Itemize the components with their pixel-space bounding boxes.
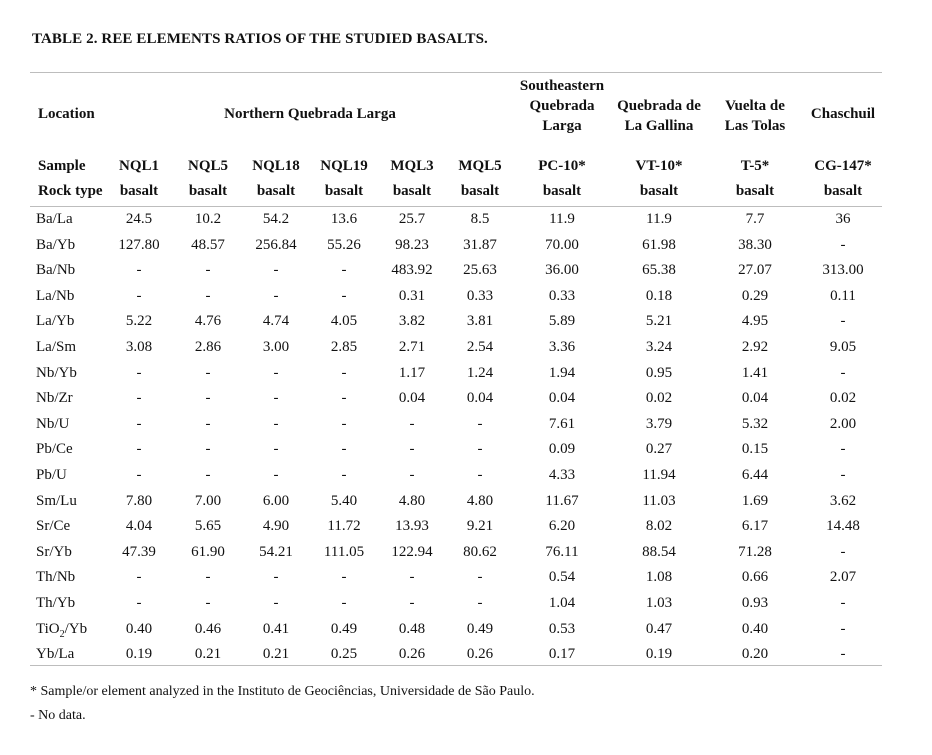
table-row [0, 362, 932, 388]
table-cell: 0.04 [741, 390, 769, 407]
table-cell: 127.80 [118, 236, 160, 253]
table-row [0, 208, 932, 234]
table-cell: 0.02 [829, 390, 857, 407]
rock-type: basalt [119, 183, 159, 199]
table-cell: 7.7 [745, 211, 765, 227]
table-cell: 0.26 [398, 646, 426, 663]
table-cell: 0.04 [548, 390, 576, 407]
ratio-label: Sm/Lu [36, 492, 77, 509]
table-cell: 3.08 [125, 338, 153, 355]
ratio-label: Nb/Yb [36, 364, 77, 381]
table-cell: - [205, 287, 211, 304]
table-cell: 0.17 [548, 646, 576, 663]
table-row [0, 541, 932, 567]
ratio-label: Pb/U [36, 466, 67, 483]
rock-type: basalt [735, 183, 775, 199]
table-cell: 0.33 [548, 287, 576, 304]
table-row [0, 592, 932, 618]
table-cell: 0.40 [741, 620, 769, 637]
table-cell: 1.41 [741, 364, 769, 381]
ratio-label: Nb/U [36, 415, 70, 432]
table-cell: 4.33 [548, 466, 576, 483]
table-cell: - [273, 287, 279, 304]
ratio-label: La/Yb [36, 313, 75, 330]
table-cell: - [136, 364, 142, 381]
rock-type: basalt [460, 183, 500, 199]
table-row [0, 515, 932, 541]
table-cell: 14.48 [826, 518, 860, 535]
rock-type: basalt [392, 183, 432, 199]
table-cell: 0.48 [398, 620, 426, 637]
table-cell: 483.92 [391, 262, 433, 279]
table-cell: 0.49 [466, 620, 494, 637]
chaschuil-label: Chaschuil [810, 106, 876, 122]
table-cell: - [840, 646, 846, 663]
sample-id: MQL5 [458, 158, 502, 174]
footnote-no-data: - No data. [30, 708, 86, 723]
table-cell: 1.94 [548, 364, 576, 381]
table-cell: 256.84 [255, 236, 297, 253]
table-cell: 0.31 [398, 287, 426, 304]
table-cell: 3.36 [548, 338, 576, 355]
table-cell: 6.17 [741, 518, 769, 535]
table-cell: 36.00 [545, 262, 579, 279]
table-cell: 2.85 [330, 338, 358, 355]
table-cell: - [341, 594, 347, 611]
table-cell: 3.79 [645, 415, 673, 432]
table-cell: - [477, 594, 483, 611]
header-rule [30, 206, 882, 207]
table-row [0, 387, 932, 413]
table-cell: 0.47 [645, 620, 673, 637]
ratio-label: Sr/Yb [36, 543, 72, 560]
table-cell: 0.02 [645, 390, 673, 407]
table-cell: - [341, 390, 347, 407]
table-cell: 6.44 [741, 466, 769, 483]
table-cell: 1.04 [548, 594, 576, 611]
table-cell: 76.11 [545, 543, 579, 560]
table-cell: - [840, 441, 846, 458]
table-cell: - [205, 390, 211, 407]
table-cell: 2.54 [466, 338, 494, 355]
table-cell: 9.05 [829, 338, 857, 355]
footnotes [30, 683, 535, 731]
table-cell: - [136, 415, 142, 432]
table-cell: 2.00 [829, 415, 857, 432]
table-cell: 8.02 [645, 518, 673, 535]
table-cell: 0.33 [466, 287, 494, 304]
table-cell: 313.00 [822, 262, 864, 279]
table-row [0, 413, 932, 439]
sample-id: NQL5 [187, 158, 229, 174]
table-cell: 55.26 [327, 236, 361, 253]
table-cell: 0.29 [741, 287, 769, 304]
table-cell: 0.66 [741, 569, 769, 586]
table-row [0, 259, 932, 285]
rock-type: basalt [256, 183, 296, 199]
table-cell: 0.20 [741, 646, 769, 663]
table-cell: - [273, 466, 279, 483]
table-cell: 8.5 [470, 211, 490, 227]
table-cell: 48.57 [191, 236, 225, 253]
table-row [0, 566, 932, 592]
table-cell: 13.93 [395, 518, 429, 535]
ratio-label: Nb/Zr [36, 390, 73, 407]
table-cell: - [477, 569, 483, 586]
table-cell: - [136, 569, 142, 586]
table-cell: 9.21 [466, 518, 494, 535]
table-row [0, 490, 932, 516]
ratio-label: TiO$_2$/Yb [36, 620, 88, 640]
table-cell: - [136, 390, 142, 407]
table-cell: - [409, 466, 415, 483]
table-cell: 1.69 [741, 492, 769, 509]
table-cell: - [840, 594, 846, 611]
table-cell: 11.72 [327, 518, 361, 535]
table-cell: 0.41 [262, 620, 290, 637]
ratio-label: Ba/La [36, 211, 73, 227]
ratio-label: Pb/Ce [36, 441, 73, 458]
table-cell: 7.80 [125, 492, 153, 509]
table-cell: 4.05 [330, 313, 358, 330]
ratio-label: Sr/Ce [36, 518, 71, 535]
table-cell: 5.21 [645, 313, 673, 330]
table-cell: 7.61 [548, 415, 576, 432]
table-cell: - [273, 594, 279, 611]
table-cell: 27.07 [738, 262, 772, 279]
table-cell: 11.94 [642, 466, 676, 483]
table-cell: 3.62 [829, 492, 857, 509]
table-cell: - [341, 466, 347, 483]
rock-type: basalt [823, 183, 863, 199]
table-cell: - [205, 364, 211, 381]
sample-id: PC-10* [538, 158, 586, 174]
table-cell: 3.82 [398, 313, 426, 330]
table-cell: 5.22 [125, 313, 153, 330]
table-cell: 0.19 [125, 646, 153, 663]
table-cell: 0.21 [262, 646, 290, 663]
table-cell: 25.7 [398, 211, 426, 227]
table-cell: 0.54 [548, 569, 576, 586]
table-cell: 11.9 [646, 211, 672, 227]
table-cell: 1.17 [398, 364, 426, 381]
table-cell: 1.03 [645, 594, 673, 611]
top-rule [30, 72, 882, 73]
table-cell: 2.07 [829, 569, 857, 586]
table-cell: 0.15 [741, 441, 769, 458]
table-cell: - [840, 313, 846, 330]
ratio-label: La/Nb [36, 287, 75, 304]
table-cell: - [840, 236, 846, 253]
rock-type: basalt [639, 183, 679, 199]
table-cell: 4.04 [125, 518, 153, 535]
table-cell: - [477, 466, 483, 483]
table-cell: 10.2 [194, 211, 222, 227]
table-cell: - [341, 287, 347, 304]
sample-id: NQL18 [252, 158, 300, 174]
table-cell: 1.24 [466, 364, 494, 381]
table-cell: 5.65 [194, 518, 222, 535]
table-cell: 7.00 [194, 492, 222, 509]
table-cell: 0.40 [125, 620, 153, 637]
table-cell: 38.30 [738, 236, 772, 253]
table-cell: 0.26 [466, 646, 494, 663]
table-cell: 4.80 [398, 492, 426, 509]
table-cell: - [840, 364, 846, 381]
rock-type: basalt [324, 183, 364, 199]
table-cell: 4.80 [466, 492, 494, 509]
table-cell: 0.04 [466, 390, 494, 407]
table-cell: - [341, 364, 347, 381]
table-cell: 24.5 [125, 211, 153, 227]
table-cell: 0.04 [398, 390, 426, 407]
table-cell: 80.62 [463, 543, 497, 560]
table-cell: 11.9 [549, 211, 575, 227]
table-cell: 111.05 [323, 543, 365, 560]
table-cell: 88.54 [642, 543, 676, 560]
table-row [0, 464, 932, 490]
table-cell: 0.93 [741, 594, 769, 611]
ratio-label: Th/Nb [36, 569, 76, 586]
table-cell: - [205, 594, 211, 611]
table-title: TABLE 2. REE ELEMENTS RATIOS OF THE STUDIED BASALTS. [32, 31, 488, 47]
table-cell: 0.49 [330, 620, 358, 637]
table-cell: 0.21 [194, 646, 222, 663]
table-cell: - [409, 594, 415, 611]
table-cell: - [273, 364, 279, 381]
table-cell: 1.08 [645, 569, 673, 586]
table-cell: 54.21 [259, 543, 293, 560]
gallina-label: Quebrada de La Gallina [617, 98, 701, 134]
table-cell: - [136, 466, 142, 483]
table-cell: 0.46 [194, 620, 222, 637]
table-cell: - [409, 415, 415, 432]
table-cell: 0.09 [548, 441, 576, 458]
table-cell: 0.95 [645, 364, 673, 381]
table-cell: 0.27 [645, 441, 673, 458]
table-cell: - [205, 569, 211, 586]
table-cell: 0.53 [548, 620, 576, 637]
ratio-label: La/Sm [36, 338, 76, 355]
table-cell: 61.98 [642, 236, 676, 253]
table-row [0, 618, 932, 644]
tolas-label: Vuelta de Las Tolas [724, 98, 786, 134]
table-cell: 6.20 [548, 518, 576, 535]
table-cell: 54.2 [262, 211, 290, 227]
table-cell: 5.89 [548, 313, 576, 330]
table-cell: 11.03 [642, 492, 676, 509]
sample-id: NQL19 [320, 158, 368, 174]
table-cell: - [205, 466, 211, 483]
sample-label: Sample [38, 158, 86, 174]
location-label: Location [38, 106, 95, 122]
table-cell: 71.28 [738, 543, 772, 560]
table-cell: 61.90 [191, 543, 225, 560]
table-cell: 3.24 [645, 338, 673, 355]
table-cell: - [409, 569, 415, 586]
table-cell: - [840, 543, 846, 560]
sample-id: MQL3 [390, 158, 434, 174]
table-cell: - [477, 415, 483, 432]
table-cell: - [341, 415, 347, 432]
table-cell: 65.38 [642, 262, 676, 279]
table-cell: - [136, 262, 142, 279]
sample-id: NQL1 [118, 158, 160, 174]
footnote-asterisk: * Sample/or element analyzed in the Instituto de Geociências, Universidade de São Paulo. [30, 684, 535, 699]
ratio-label: Ba/Nb [36, 262, 76, 279]
table-row [0, 285, 932, 311]
northern-group-label: Northern Quebrada Larga [224, 106, 396, 122]
table-cell: 0.11 [830, 287, 856, 304]
ratio-label: Yb/La [36, 646, 75, 663]
table-cell: 3.81 [466, 313, 494, 330]
table-row [0, 234, 932, 260]
ratio-label: Ba/Yb [36, 236, 76, 253]
table-cell: 47.39 [122, 543, 156, 560]
table-row [0, 336, 932, 362]
table-cell: 4.90 [262, 518, 290, 535]
table-cell: - [273, 569, 279, 586]
table-cell: - [136, 287, 142, 304]
table-cell: - [273, 441, 279, 458]
southeastern-label: Southeastern Quebrada Larga [519, 78, 605, 134]
table-cell: 122.94 [391, 543, 433, 560]
table-cell: 98.23 [395, 236, 429, 253]
table-cell: 4.76 [194, 313, 222, 330]
table-cell: - [341, 441, 347, 458]
rock-type: basalt [188, 183, 228, 199]
table-cell: 2.71 [398, 338, 426, 355]
table-cell: - [273, 415, 279, 432]
table-cell: 4.95 [741, 313, 769, 330]
table-row [0, 438, 932, 464]
table-cell: - [409, 441, 415, 458]
table-cell: - [477, 441, 483, 458]
table-cell: - [273, 390, 279, 407]
table-cell: - [341, 569, 347, 586]
table-cell: 11.67 [545, 492, 579, 509]
sample-id: T-5* [740, 158, 770, 174]
table-cell: - [840, 620, 846, 637]
table-cell: 2.92 [741, 338, 769, 355]
table-cell: - [341, 262, 347, 279]
table-cell: - [205, 441, 211, 458]
table-cell: 5.32 [741, 415, 769, 432]
table-cell: 13.6 [330, 211, 358, 227]
table-cell: 36 [835, 211, 851, 227]
table-cell: 0.19 [645, 646, 673, 663]
sample-id: VT-10* [635, 158, 683, 174]
bottom-rule [30, 665, 882, 666]
table-row [0, 310, 932, 336]
table-cell: - [273, 262, 279, 279]
sample-id: CG-147* [814, 158, 872, 174]
table-cell: - [205, 262, 211, 279]
table-cell: - [136, 594, 142, 611]
table-cell: - [136, 441, 142, 458]
table-cell: 31.87 [463, 236, 497, 253]
table-cell: 25.63 [463, 262, 497, 279]
table-cell: 4.74 [262, 313, 290, 330]
table-cell: 5.40 [330, 492, 358, 509]
table-body [0, 208, 932, 669]
rock-type: basalt [542, 183, 582, 199]
table-cell: - [205, 415, 211, 432]
table-cell: 6.00 [262, 492, 290, 509]
table-cell: 0.18 [645, 287, 673, 304]
table-cell: 2.86 [194, 338, 222, 355]
table-cell: 3.00 [262, 338, 290, 355]
ratio-label: Th/Yb [36, 594, 76, 611]
table-cell: 70.00 [545, 236, 579, 253]
table-cell: 0.25 [330, 646, 358, 663]
table-cell: - [840, 466, 846, 483]
rock-type-label: Rock type [38, 183, 103, 199]
